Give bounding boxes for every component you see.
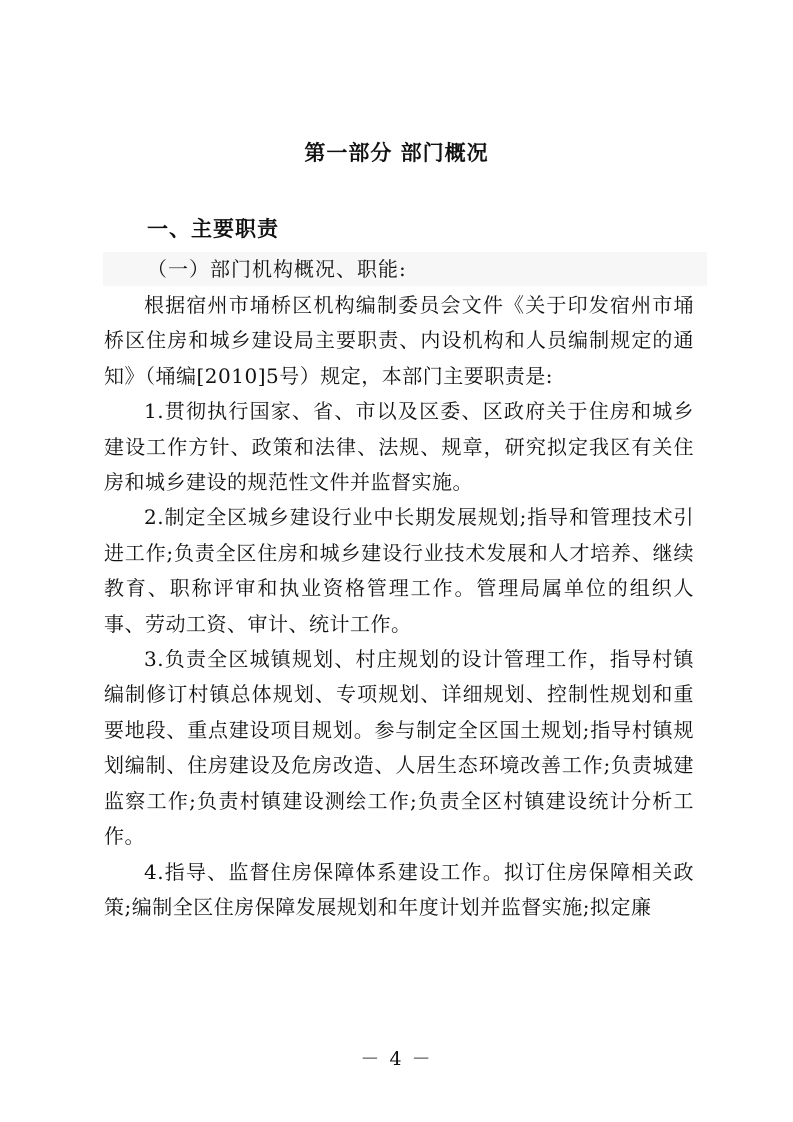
paragraph-intro: 根据宿州市埇桥区机构编制委员会文件《关于印发宿州市埇桥区住房和城乡建设局主要职责、内设机构和人员编制规定的通知》（埇编[2010]5号）规定，本部门主要职责是:: [104, 293, 694, 388]
section-heading: 一、主要职责: [147, 217, 279, 241]
page-number: － 4 －: [360, 1048, 433, 1070]
paragraph-item-3: 3.负责全区城镇规划、村庄规划的设计管理工作，指导村镇编制修订村镇总体规划、专项规划、详细规划、控制性规划和重要地段、重点建设项目规划。参与制定全区国土规划;指导村镇规划编制、住房建设及危房改造、人居生态环境改善工作;负责城建监察工作;负责村镇建设测绘工作;负责全区村镇建设统计分析工作。: [104, 647, 694, 849]
paragraph-item-2: 2.制定全区城乡建设行业中长期发展规划;指导和管理技术引进工作;负责全区住房和城乡建设行业技术发展和人才培养、继续教育、职称评审和执业资格管理工作。管理局属单位的组织人事、劳动工资、审计、统计工作。: [104, 505, 694, 636]
sub-heading: [103, 252, 707, 286]
sub-heading-text: （一）部门机构概况、职能:: [147, 257, 407, 281]
paragraph-item-4: 4.指导、监督住房保障体系建设工作。拟订住房保障相关政策;编制全区住房保障发展规划和年度计划并监督实施;拟定廉: [104, 859, 694, 919]
body-text: [104, 288, 694, 925]
paragraph-item-1: 1.贯彻执行国家、省、市以及区委、区政府关于住房和城乡建设工作方针、政策和法律、法规、规章，研究拟定我区有关住房和城乡建设的规范性文件并监督实施。: [104, 399, 694, 495]
page-title: 第一部分 部门概况: [304, 141, 489, 165]
